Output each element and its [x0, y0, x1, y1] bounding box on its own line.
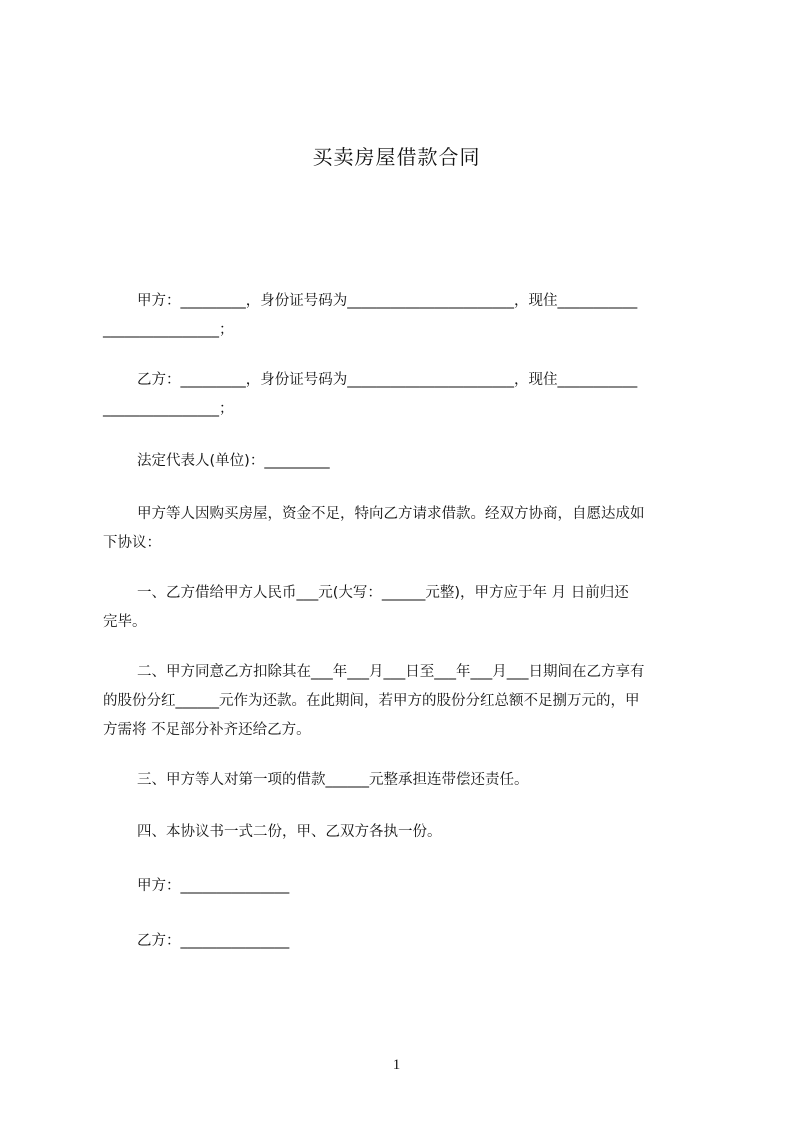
clause-1-line-2: 完毕。	[103, 614, 147, 630]
signature-a-line: 甲方：_______________	[137, 878, 290, 894]
signature-b-line: 乙方：_______________	[137, 933, 290, 949]
signature-a-paragraph	[103, 872, 703, 901]
party-b-line-1: 乙方：_________，身份证号码为_______________________，现住___________	[137, 372, 638, 388]
signature-b-paragraph	[103, 927, 703, 956]
clause-4-paragraph	[103, 818, 703, 847]
clause-4-line: 四、本协议书一式二份，甲、乙双方各执一份。	[137, 824, 442, 840]
clause-3-line: 三、甲方等人对第一项的借款______元整承担连带偿还责任。	[137, 772, 529, 788]
party-b-paragraph	[103, 366, 703, 424]
legal-representative-line: 法定代表人(单位)：_________	[137, 453, 330, 469]
clause-3-paragraph	[103, 766, 703, 795]
party-a-line-1: 甲方：_________，身份证号码为_______________________，现住___________	[137, 293, 638, 309]
intro-line-1: 甲方等人因购买房屋，资金不足，特向乙方请求借款。经双方协商，自愿达成如	[137, 506, 645, 522]
page-number: 1	[392, 1057, 401, 1073]
clause-2-line-3: 方需将 不足部分补齐还给乙方。	[103, 722, 311, 738]
party-b-line-2: ________________；	[103, 401, 234, 417]
party-a-line-2: ________________；	[103, 322, 234, 338]
intro-paragraph	[103, 500, 703, 558]
clause-2-line-1: 二、甲方同意乙方扣除其在___年___月___日至___年___月___日期间在乙方享有	[137, 664, 645, 680]
legal-representative-paragraph	[103, 447, 703, 476]
clause-1-paragraph	[103, 579, 703, 637]
clause-1-line-1: 一、乙方借给甲方人民币___元(大写：______元整)，甲方应于年 月 日前归还	[137, 585, 629, 601]
party-a-paragraph	[103, 287, 703, 345]
clause-2-paragraph	[103, 658, 703, 745]
document-title: 买卖房屋借款合同	[312, 145, 481, 169]
clause-2-line-2: 的股份分红______元作为还款。在此期间，若甲方的股份分红总额不足捌万元的，甲	[103, 693, 640, 709]
intro-line-2: 下协议：	[103, 535, 161, 551]
